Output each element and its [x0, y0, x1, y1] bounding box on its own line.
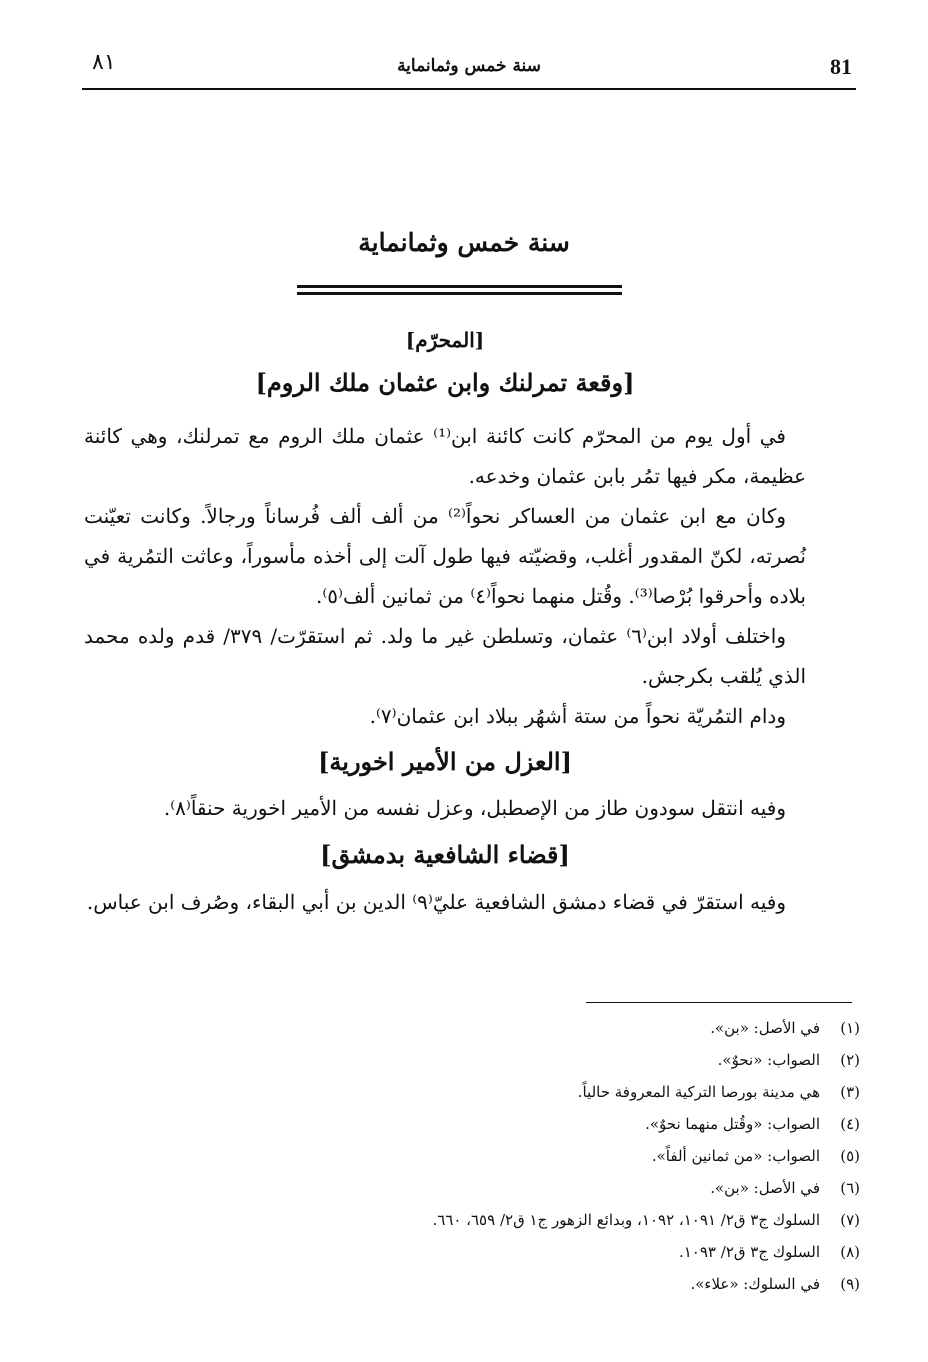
footnote [250, 1236, 860, 1268]
chapter-title: سنة خمس وثمانماية [358, 228, 570, 257]
footnote [250, 1172, 860, 1204]
footnote [250, 1012, 860, 1044]
footnote-number: (٣) [840, 1083, 860, 1101]
footnote [250, 1140, 860, 1172]
paragraph: ودام التمُريّة نحواً من ستة أشهُر ببلاد ابن عثمان⁽٧⁾. [369, 704, 786, 728]
running-title: سنة خمس وثمانماية [397, 56, 541, 76]
page-number: 81 [830, 54, 852, 79]
footnote-text: السلوك ج٣ ق٢/ ١٠٩٣. [678, 1243, 820, 1261]
page-header [82, 50, 856, 90]
paragraph: وفيه انتقل سودون طاز من الإصطبل، وعزل نفسه من الأمير اخورية حنقاً⁽٨⁾. [163, 796, 786, 820]
section-heading: [وقعة تمرلنك وابن عثمان ملك الروم] [255, 368, 635, 397]
footnote-text: الصواب: «وقُتل منهما نحوٌ». [645, 1115, 820, 1133]
footnote-text: في السلوك: «علاء». [690, 1275, 820, 1293]
footnote-separator [586, 1002, 852, 1003]
footnote-number: (١) [840, 1019, 860, 1037]
month-heading: [المحرّم] [405, 328, 485, 352]
footnote-text: السلوك ج٣ ق٢/ ١٠٩١، ١٠٩٢، وبدائع الزهور ج١ ق٢/ ٦٥٩، ٦٦٠. [432, 1211, 820, 1229]
footnote [250, 1204, 860, 1236]
paragraph: في أول يوم من المحرّم كانت كائنة ابن⁽¹⁾ عثمان ملك الروم مع تمرلنك، وهي كائنة عظيمة، مكر فيها تمُر بابن عثمان وخدعه. [84, 424, 806, 488]
title-rule-bottom [297, 292, 622, 295]
main-text [84, 328, 806, 922]
footnote [250, 1268, 860, 1300]
footnote-number: (٧) [840, 1211, 860, 1229]
footnote-text: في الأصل: «بن». [710, 1019, 820, 1037]
title-rule-top [297, 285, 622, 288]
footnote-number: (٨) [840, 1243, 860, 1261]
footnote-number: (٤) [840, 1115, 860, 1133]
footnote [250, 1044, 860, 1076]
footnotes [250, 1012, 860, 1300]
footnote [250, 1108, 860, 1140]
footnote-text: الصواب: «نحوٌ». [717, 1051, 820, 1069]
paragraph: وكان مع ابن عثمان من العساكر نحواً⁽²⁾ من ألف ألف فُرساناً ورجالاً. وكانت تعيّنت نُصرته، لكنّ المقدور أغلب، وقضيّته فيها طول آلت إلى أخذه مأسوراً، وعاثت التمُرية في بلاده وأحرقوا بُرْصا⁽³⁾. وقُتل منهما نحواً⁽٤⁾ من ثمانين ألف⁽٥⁾. [84, 504, 806, 608]
section-heading: [العزل من الأمير اخورية] [318, 747, 572, 776]
footnote [250, 1076, 860, 1108]
footnote-number: (٩) [840, 1275, 860, 1293]
paragraph: واختلف أولاد ابن⁽٦⁾ عثمان، وتسلطن غير ما ولد. ثم استقرّت/ ٣٧٩/ قدم ولده محمد الذي يُلقب بكرجش. [84, 624, 806, 688]
page-number-arabic: ٨١ [92, 50, 116, 75]
section-heading: [قضاء الشافعية بدمشق] [320, 840, 570, 869]
footnote-text: هي مدينة بورصا التركية المعروفة حالياً. [577, 1083, 820, 1101]
footnote-number: (٥) [840, 1147, 860, 1165]
footnote-text: الصواب: «من ثمانين ألفاً». [651, 1147, 820, 1165]
footnote-text: في الأصل: «بن». [710, 1179, 820, 1197]
paragraph: وفيه استقرّ في قضاء دمشق الشافعية عليّ⁽٩⁾ الدين بن أبي البقاء، وصُرف ابن عباس. [86, 890, 786, 914]
footnote-number: (٢) [840, 1051, 860, 1069]
footnote-number: (٦) [840, 1179, 860, 1197]
